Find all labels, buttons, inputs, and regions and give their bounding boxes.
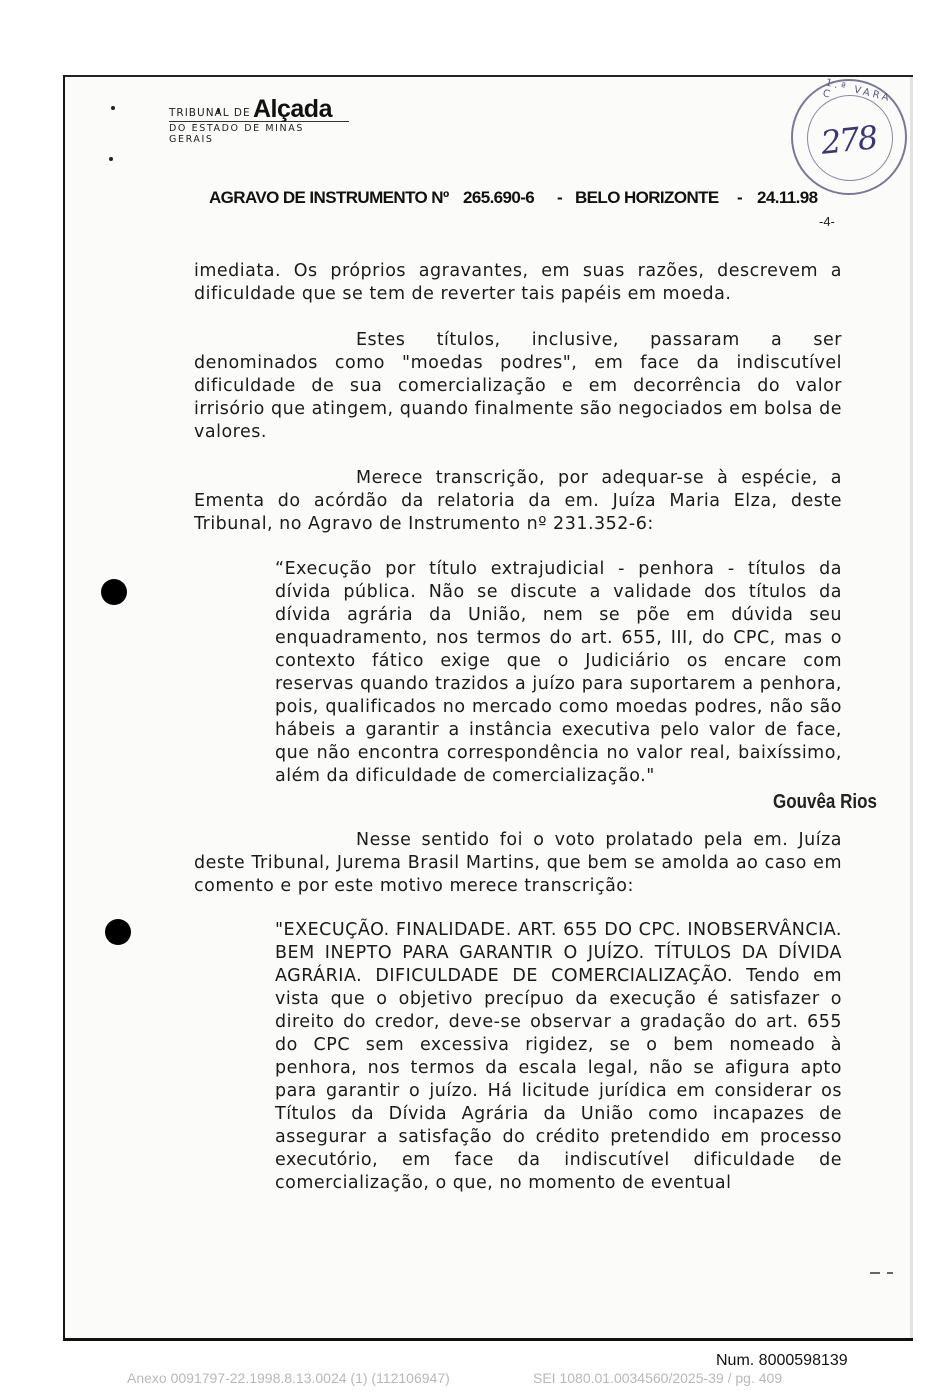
page-number: -4- [819, 214, 835, 229]
speck [887, 1272, 893, 1274]
paragraph-3 [194, 467, 842, 536]
quote-text: "EXECUÇÃO. FINALIDADE. ART. 655 DO CPC. INOBSERVÂNCIA. BEM INEPTO PARA GARANTIR O JUÍZO. TÍTULOS DA DÍVIDA AGRÁRIA. DIFICULDADE DE COMERCIALIZAÇÃO. Tendo em vista que o objetivo precípuo da execução é satisfazer o direito do credor, deve-se observar a gradação do art. 655 do CPC sem excessiva rigidez, se o bem nomeado à penhora, nos termos da escala legal, não se afigura apto para garantir o juízo. Há licitude jurídica em considerar os Títulos da Dívida Agrária da União como incapazes de assegurar a satisfação do crédito pretendido em processo executório, em face da indiscutível dificuldade de comercialização, o que, no momento de eventual [275, 920, 842, 1193]
paragraph-1 [194, 260, 842, 306]
sei-reference: SEI 1080.01.0034560/2025-39 / pg. 409 [533, 1370, 783, 1386]
stamp-page-number: 278 [819, 118, 878, 162]
body-text: imediata. Os próprios agravantes, em suas razões, descrevem a dificuldade que se tem de reverter tais papéis em moeda. [194, 261, 842, 304]
speck [111, 106, 115, 110]
logo-alcada: Alçada [253, 95, 332, 123]
stamp-ring-text: 1.ª VARA C [821, 77, 893, 105]
punch-hole [101, 579, 127, 605]
scanned-page [63, 75, 913, 1341]
case-city: BELO HORIZONTE [575, 188, 719, 207]
body-text: Nesse sentido foi o voto prolatado pela em. Juíza deste Tribunal, Jurema Brasil Martins, que bem se amolda ao caso em comento e por este motivo merece transcrição: [194, 830, 842, 896]
logo-line2: DO ESTADO DE MINAS GERAIS [169, 121, 349, 145]
paragraph-4 [194, 829, 842, 898]
court-stamp [791, 79, 907, 195]
paragraph-2 [194, 329, 842, 444]
annex-reference: Anexo 0091797-22.1998.8.13.0024 (1) (112106947) [127, 1370, 450, 1386]
case-title: AGRAVO DE INSTRUMENTO Nº [209, 188, 449, 207]
body-text: Merece transcrição, por adequar-se à espécie, a Ementa do acórdão da relatoria da em. Juíza Maria Elza, deste Tribunal, no Agravo de Instrumento nº 231.352-6: [194, 468, 842, 534]
logo-line1: TRIBUNAL DE [169, 107, 251, 119]
court-logo [169, 95, 349, 145]
quote-text: “Execução por título extrajudicial - penhora - títulos da dívida pública. Não se discute a validade dos títulos da dívida agrária da União, nem se põe em dúvida seu enquadramento, nos termos do art. 655, III, do CPC, mas o contexto fático exige que o Judiciário os encare com reservas quando trazidos a juízo para suportarem a penhora, pois, qualificados no mercado como moedas podres, não são hábeis a garantir a instância executiva pelo valor de face, que não encontra correspondência no valor real, baixíssimo, além da dificuldade de comercialização." [275, 559, 842, 786]
page-edge [910, 77, 913, 1338]
speck [109, 157, 113, 161]
speck [870, 1272, 880, 1274]
document-number: Num. 8000598139 [716, 1352, 848, 1369]
signature: Gouvêa Rios [773, 791, 877, 813]
case-date: 24.11.98 [757, 188, 818, 207]
case-number: 265.690-6 [463, 188, 535, 207]
quote-1 [275, 558, 842, 788]
quote-2 [275, 919, 842, 1195]
punch-hole [105, 919, 131, 945]
header-separator: - [557, 188, 563, 207]
body-text: Estes títulos, inclusive, passaram a ser denominados como "moedas podres", em face da indiscutível dificuldade de sua comercialização e em decorrência do valor irrisório que atingem, quando finalmente são negociados em bolsa de valores. [194, 330, 842, 442]
header-separator: - [737, 188, 743, 207]
